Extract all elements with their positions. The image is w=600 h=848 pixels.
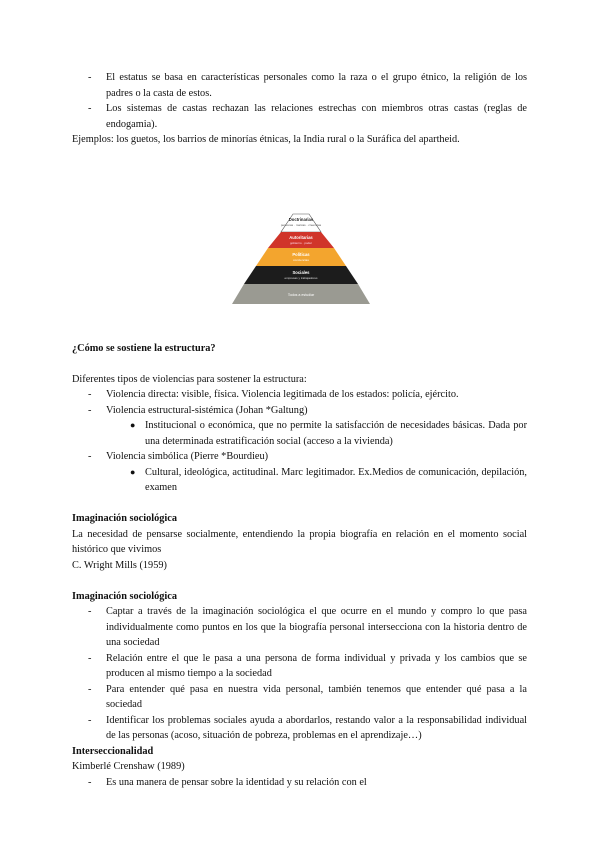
section-heading: ¿Cómo se sostiene la estructura? (72, 342, 216, 354)
list-item: - Violencia directa: visible, física. Violencia legitimada de los estados: policía, ejército. (88, 389, 459, 400)
list-item: - Para entender qué pasa en nuestra vida personal, también tenemos que entender qué pasa a la sociedad (88, 683, 527, 710)
list-item: - Violencia estructural-sistémica (Johan *Galtung) (88, 404, 308, 416)
list-item: - Relación entre el que le pasa a una persona de forma individual y privada y los cambios que se producen al mismo tiempo a la sociedad (88, 652, 527, 679)
list-item: - Es una manera de pensar sobre la identidad y su relación con el (88, 776, 367, 788)
pyramid-sublabel-2: gobierno · poder (289, 241, 313, 245)
sub-list-item: ● Cultural, ideológica, actitudinal. Marc legitimador. Ex.Medios de comunicación, depilación, examen (130, 466, 527, 493)
paragraph: La necesidad de pensarse socialmente, entendiendo la propia biografía en relación en el momento social histórico que vivimos (72, 528, 527, 555)
list-item: - Captar a través de la imaginación sociológica el que ocurre en el mundo y compro lo que pasa individualmente como puntos en los que la biografía personal intersecciona con la historia dentro de una sociedad (88, 606, 527, 648)
paragraph: Diferentes tipos de violencias para sostener la estructura: (72, 373, 307, 385)
pyramid-label-3: Políticas (292, 252, 310, 257)
pyramid-diagram (232, 210, 370, 306)
pyramid-level-3 (256, 248, 346, 266)
list-item: - El estatus se basa en características personales como la raza o el grupo étnico, la religión de los padres o la casta de estos. (88, 72, 527, 99)
list-item: - Los sistemas de castas rechazan las relaciones estrechas con miembros otras castas (reglas de endogamia). (88, 103, 527, 130)
pyramid-sublabel-3: conciencias (293, 258, 309, 262)
pyramid-label-1: Doctrinarias (288, 217, 314, 222)
document-page (72, 70, 527, 790)
section-heading: Imaginación sociológica (72, 513, 177, 524)
citation: Kimberlé Crenshaw (1989) (72, 761, 185, 772)
pyramid-level-4 (244, 266, 358, 284)
examples-text: Ejemplos: los guetos, los barrios de minorías étnicas, la India rural o la Suráfica del apartheid. (72, 134, 460, 145)
list-item: - Violencia simbólica (Pierre *Bourdieu) (88, 451, 269, 462)
pyramid-label-2: Autoritarias (289, 235, 313, 240)
pyramid-sublabel-4: empresas y trabajadores (284, 276, 318, 280)
section-heading: Interseccionalidad (72, 745, 154, 757)
citation: C. Wright Mills (1959) (72, 559, 167, 571)
sub-list-item: ● Institucional o económica, que no permite la satisfacción de necesidades básicas. Dada por una determinada estratificación social (acceso a la vivienda) (130, 420, 527, 447)
section-heading: Imaginación sociológica (72, 590, 177, 602)
pyramid-label-4: Sociales (292, 270, 310, 275)
pyramid-sublabel-1: personas · marcas · creencias (280, 223, 322, 227)
list-item: - Identificar los problemas sociales ayuda a abordarlos, restando valor a la responsabilidad individual de las personas (acoso, situación de pobreza, problemas en el aprendizaje…) (88, 714, 527, 741)
pyramid-label-5: Todos a estudiar (287, 293, 315, 297)
